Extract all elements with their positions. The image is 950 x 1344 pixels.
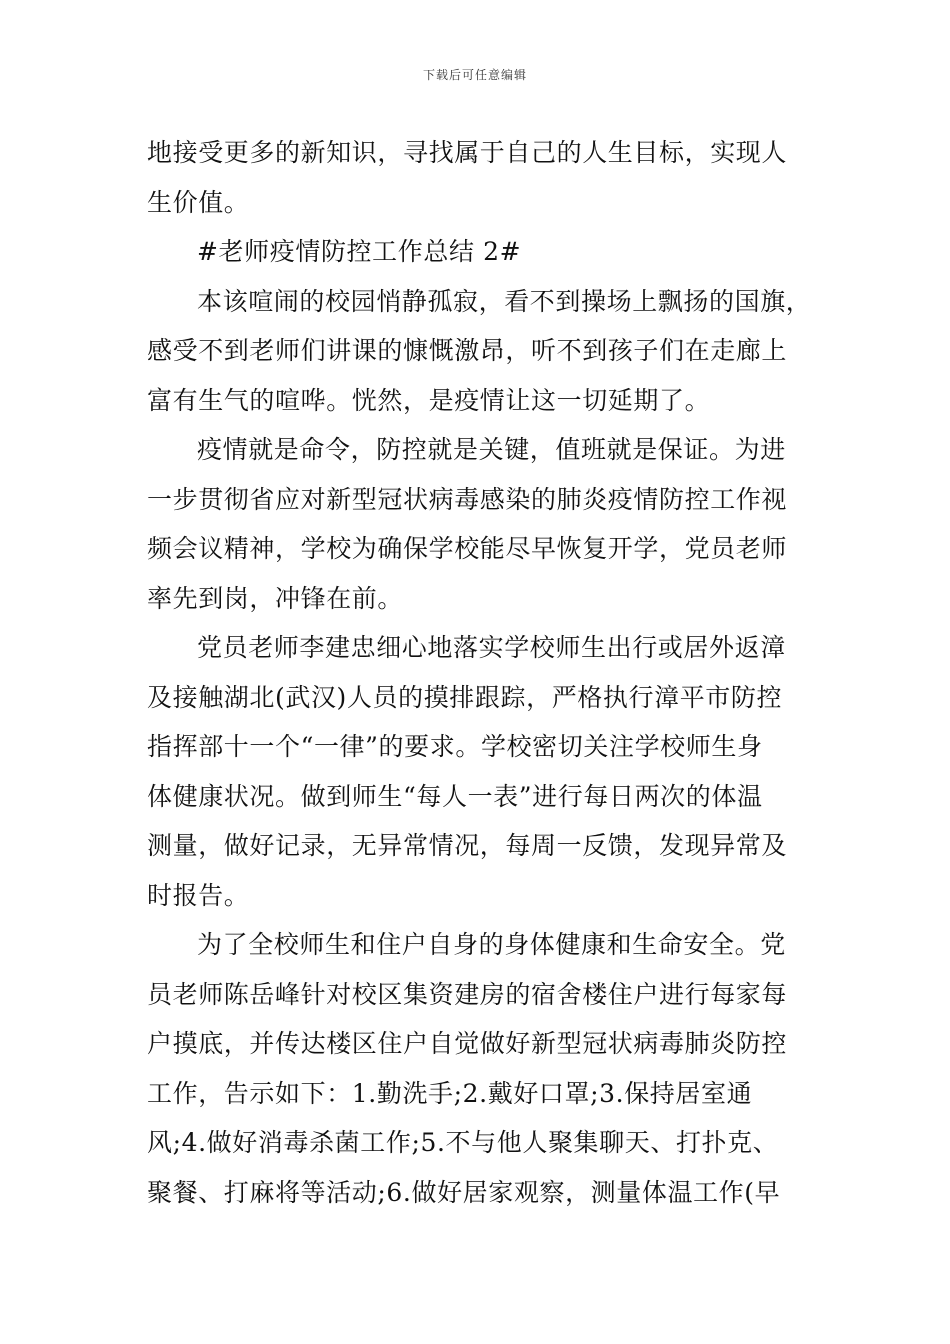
text-line-22: 聚餐、打麻将等活动;6.做好居家观察，测量体温工作(早 (147, 1177, 781, 1207)
text-line-13: 指挥部十一个“一律”的要求。学校密切关注学校师生身 (147, 732, 763, 761)
text-line-20: 工作，告示如下：1.勤洗手;2.戴好口罩;3.保持居室通 (147, 1078, 753, 1108)
text-line-14: 体健康状况。做到师生“每人一表”进行每日两次的体温 (147, 781, 763, 811)
text-line-15: 测量，做好记录，无异常情况，每周一反馈，发现异常及 (147, 831, 788, 860)
text-line-10: 率先到岗，冲锋在前。 (147, 583, 404, 613)
text-line-17: 为了全校师生和住户自身的身体健康和生命安全。党 (197, 930, 786, 959)
text-line-18: 员老师陈岳峰针对校区集资建房的宿舍楼住户进行每家每 (147, 979, 788, 1009)
text-line-4: 本该喧闹的校园悄静孤寂，看不到操场上飘扬的国旗， (197, 286, 812, 316)
document-body (147, 128, 819, 1217)
text-line-16: 时报告。 (147, 880, 250, 910)
text-line-7: 疫情就是命令，防控就是关键，值班就是保证。为进 (197, 435, 786, 464)
text-line-1: 地接受更多的新知识，寻找属于自己的人生目标，实现人 (147, 138, 788, 167)
text-line-21: 风;4.做好消毒杀菌工作;5.不与他人聚集聊天、打扑克、 (147, 1128, 779, 1157)
text-line-9: 频会议精神，学校为确保学校能尽早恢复开学，党员老师 (147, 534, 788, 563)
text-line-6: 富有生气的喧哗。恍然，是疫情让这一切延期了。 (147, 385, 711, 415)
text-line-12: 及接触湖北(武汉)人员的摸排跟踪，严格执行漳平市防控 (147, 682, 783, 712)
page-header-note: 下载后可任意编辑 (422, 68, 527, 82)
text-line-2: 生价值。 (147, 187, 250, 217)
text-line-11: 党员老师李建忠细心地落实学校师生出行或居外返漳 (197, 633, 786, 662)
text-line-8: 一步贯彻省应对新型冠状病毒感染的肺炎疫情防控工作视 (147, 484, 788, 514)
section-heading: #老师疫情防控工作总结 2# (197, 237, 522, 266)
text-line-19: 户摸底，并传达楼区住户自觉做好新型冠状病毒肺炎防控 (147, 1029, 788, 1058)
text-line-5: 感受不到老师们讲课的慷慨激昂，听不到孩子们在走廊上 (147, 336, 788, 365)
